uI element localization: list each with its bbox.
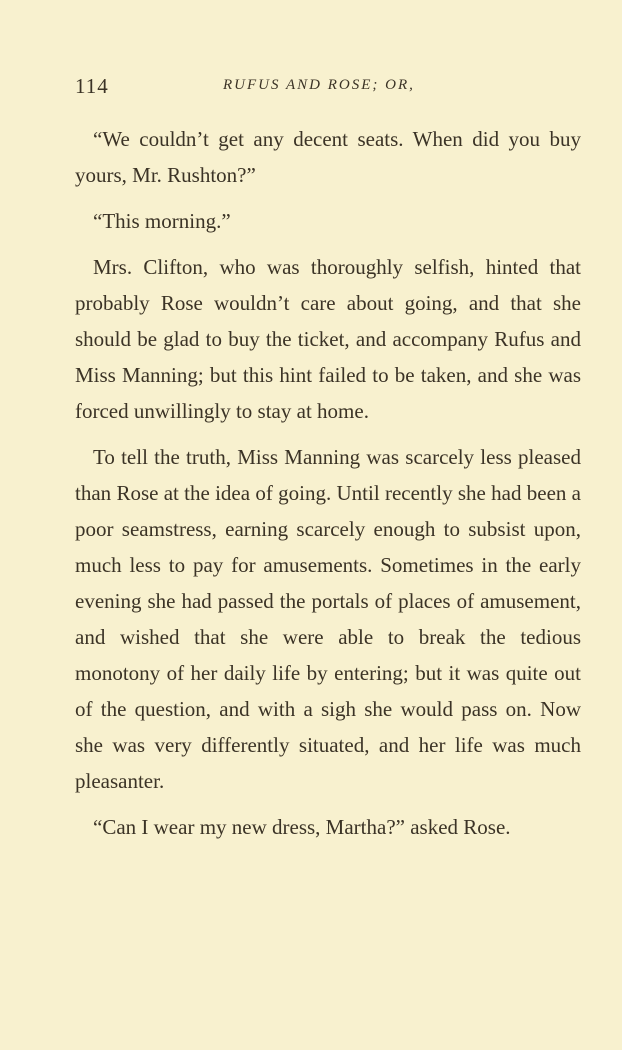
paragraph: To tell the truth, Miss Manning was scarcely less pleased than Rose at the idea of going. Until recently she had been a poor seamstress, earning scarcely enough to subsist upon, much less to pay for amusements. Sometimes in the early evening she had passed the portals of places of amusement, and wished that she were able to break the tedious monotony of her daily life by entering; but it was quite out of the question, and with a sigh she would pass on. Now she was very differently situated, and her life was much pleasanter. — [75, 445, 581, 793]
page-header — [75, 74, 581, 100]
body-text — [75, 121, 581, 855]
paragraph: “This morning.” — [93, 209, 231, 233]
paragraph: Mrs. Clifton, who was thoroughly selfish, hinted that probably Rose wouldn’t care about going, and that she should be glad to buy the ticket, and accompany Rufus and Miss Manning; but this hint failed to be taken, and she was forced unwillingly to stay at home. — [75, 255, 581, 423]
page-number: 114 — [75, 74, 109, 98]
paragraph: “We couldn’t get any decent seats. When did you buy yours, Mr. Rushton?” — [75, 127, 581, 187]
running-head: RUFUS AND ROSE; OR, — [223, 77, 415, 93]
paragraph: “Can I wear my new dress, Martha?” asked Rose. — [93, 815, 511, 839]
